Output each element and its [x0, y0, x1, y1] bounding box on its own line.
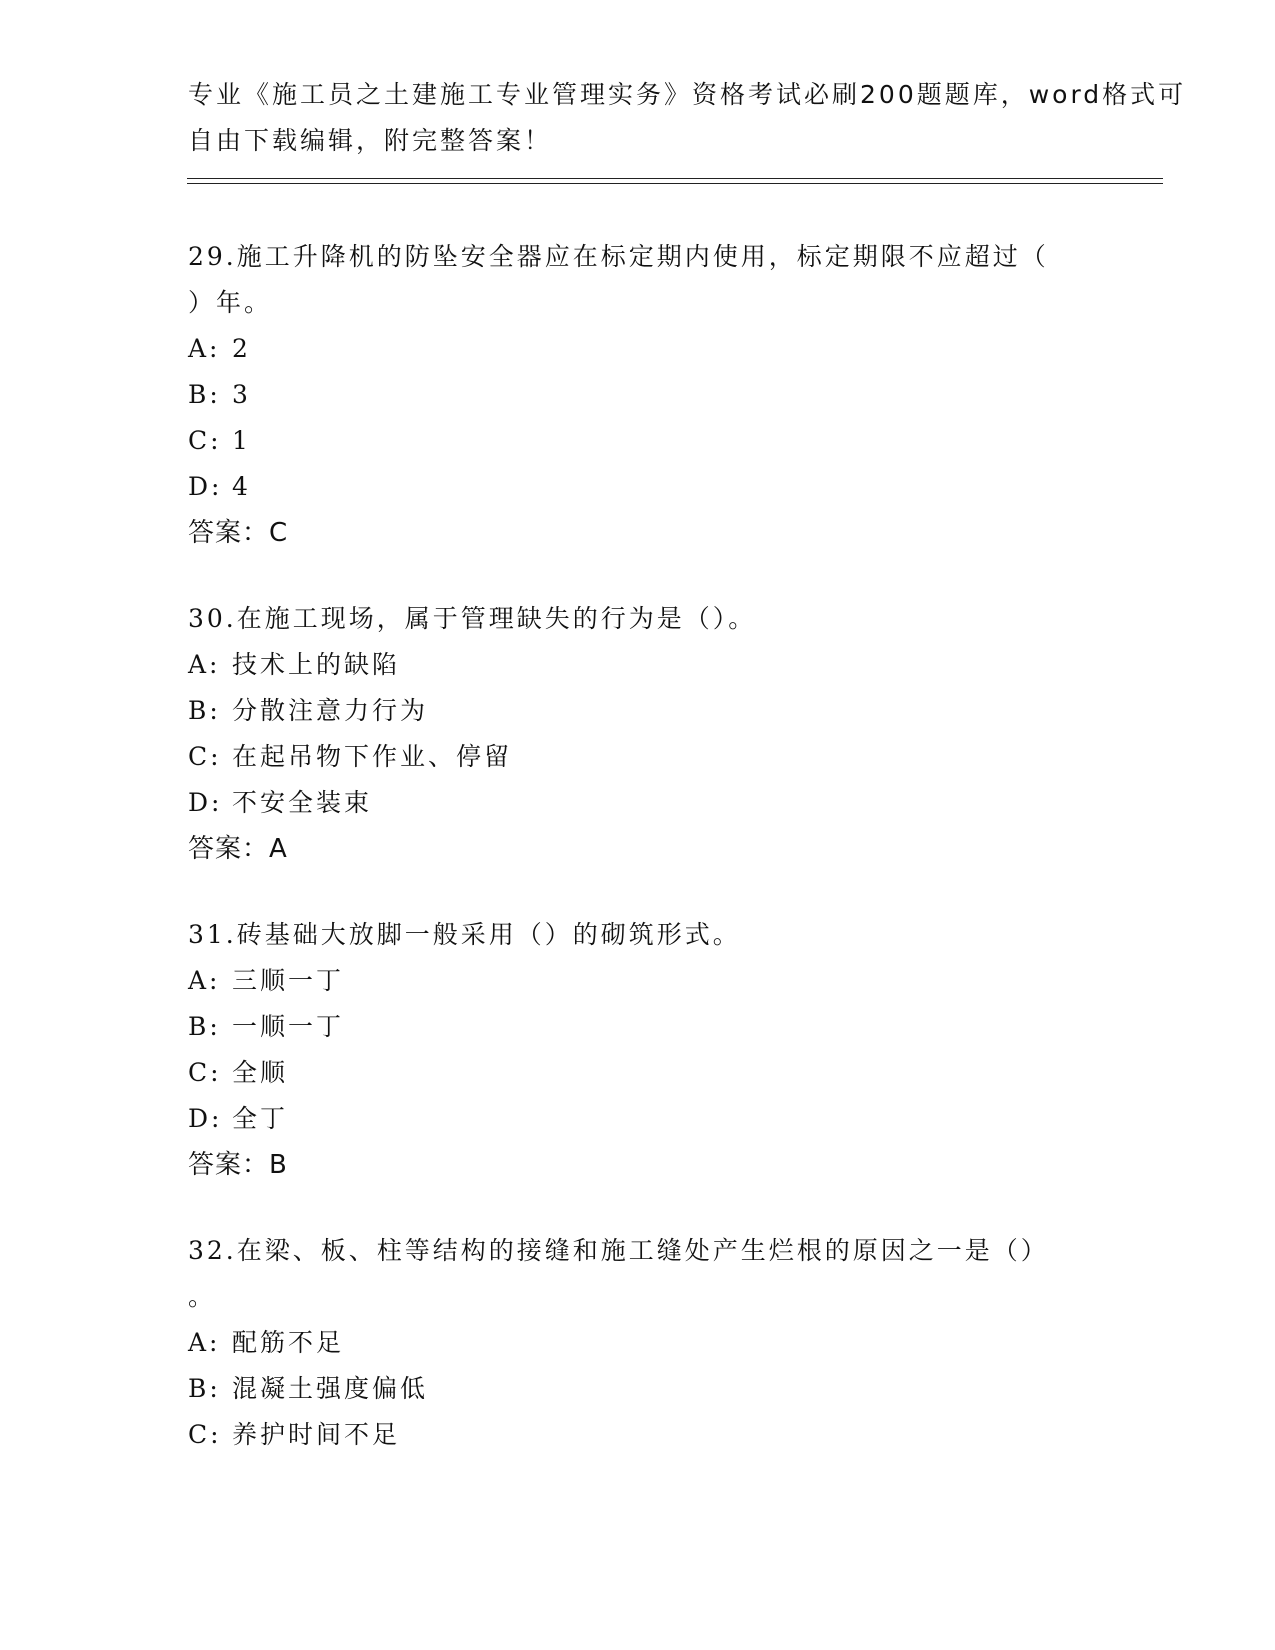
option-b	[188, 1004, 1088, 1050]
option-d	[188, 1096, 1088, 1142]
option-a	[188, 1320, 1088, 1366]
option-b	[188, 372, 1088, 418]
option-key: B:	[188, 1374, 221, 1403]
option-c	[188, 418, 1088, 464]
option-text: 全丁	[232, 1104, 289, 1133]
option-a	[188, 958, 1088, 1004]
option-key: A:	[188, 966, 221, 995]
option-b	[188, 1366, 1088, 1412]
option-key: A:	[188, 334, 221, 363]
question-stem-continued: 。	[188, 1282, 217, 1311]
option-text: 3	[232, 380, 251, 409]
answer-line: 答案：C	[188, 518, 289, 548]
question-31	[188, 912, 1088, 1188]
option-text: 分散注意力行为	[232, 696, 429, 725]
question-stem-continued: ）年。	[188, 288, 273, 317]
option-text: 在起吊物下作业、停留	[232, 742, 513, 771]
option-key: A:	[188, 1328, 221, 1357]
option-key: D:	[188, 1104, 223, 1133]
option-text: 4	[232, 472, 251, 501]
question-list	[188, 234, 1088, 1498]
option-text: 全顺	[232, 1058, 289, 1087]
option-text: 三顺一丁	[232, 966, 345, 995]
question-30	[188, 596, 1088, 872]
option-key: C:	[188, 742, 222, 771]
option-c	[188, 734, 1088, 780]
option-key: C:	[188, 426, 222, 455]
option-key: B:	[188, 380, 221, 409]
option-text: 养护时间不足	[232, 1420, 401, 1449]
option-key: B:	[188, 696, 221, 725]
question-32	[188, 1228, 1088, 1458]
option-d	[188, 780, 1088, 826]
answer-line: 答案：A	[188, 834, 288, 864]
question-stem: 29.施工升降机的防坠安全器应在标定期内使用，标定期限不应超过（	[188, 242, 1049, 271]
option-key: A:	[188, 650, 221, 679]
document-header	[188, 72, 1187, 164]
option-text: 混凝土强度偏低	[232, 1374, 429, 1403]
question-stem: 31.砖基础大放脚一般采用（）的砌筑形式。	[188, 920, 741, 949]
option-key: C:	[188, 1058, 222, 1087]
option-key: D:	[188, 788, 223, 817]
option-c	[188, 1412, 1088, 1458]
option-text: 一顺一丁	[232, 1012, 345, 1041]
option-a	[188, 642, 1088, 688]
option-d	[188, 464, 1088, 510]
option-text: 配筋不足	[232, 1328, 345, 1357]
answer-line: 答案：B	[188, 1150, 288, 1180]
option-text: 技术上的缺陷	[232, 650, 401, 679]
header-double-rule	[187, 178, 1163, 184]
question-29	[188, 234, 1088, 556]
option-key: C:	[188, 1420, 222, 1449]
option-text: 2	[232, 334, 251, 363]
option-b	[188, 688, 1088, 734]
header-line-2: 自由下载编辑，附完整答案！	[188, 126, 553, 155]
header-line-1: 专业《施工员之土建施工专业管理实务》资格考试必刷200题题库，word格式可	[188, 80, 1187, 109]
option-text: 不安全装束	[232, 788, 373, 817]
question-stem: 30.在施工现场，属于管理缺失的行为是（）。	[188, 604, 757, 633]
question-stem: 32.在梁、板、柱等结构的接缝和施工缝处产生烂根的原因之一是（）	[188, 1236, 1049, 1265]
option-c	[188, 1050, 1088, 1096]
option-a	[188, 326, 1088, 372]
option-key: B:	[188, 1012, 221, 1041]
option-key: D:	[188, 472, 223, 501]
option-text: 1	[232, 426, 251, 455]
